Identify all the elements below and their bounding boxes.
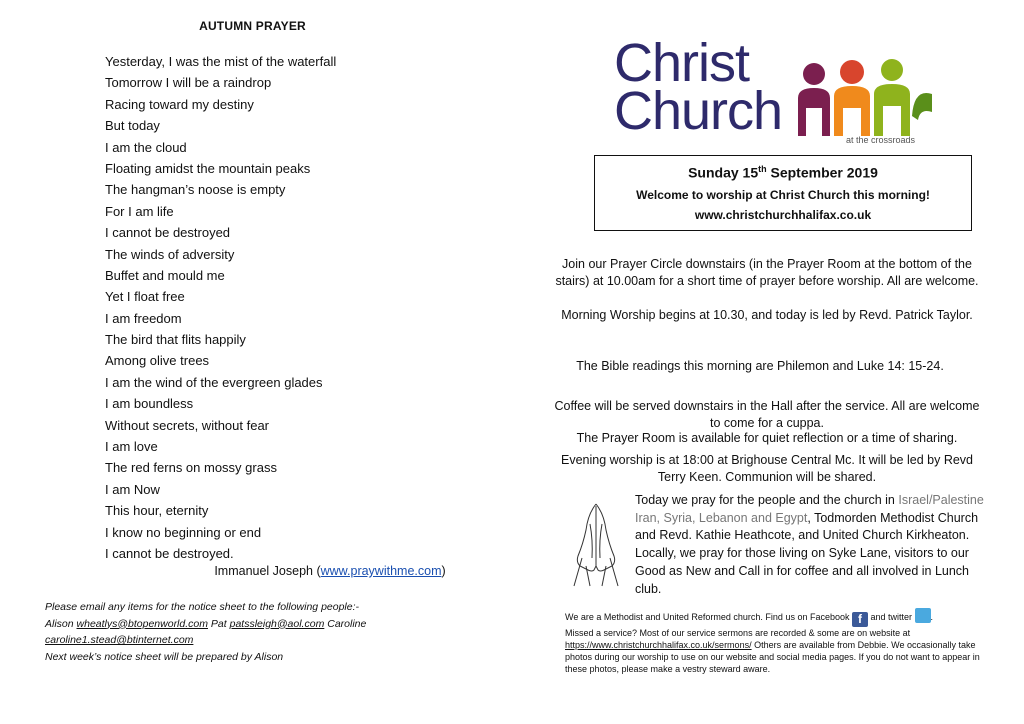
praywithme-link[interactable]: www.praywithme.com bbox=[320, 564, 442, 578]
attribution-author: Immanuel Joseph ( bbox=[214, 564, 321, 578]
footer-twitter-label: and twitter bbox=[868, 612, 913, 622]
poem-line: I know no beginning or end bbox=[105, 524, 262, 540]
contacts-emails bbox=[45, 616, 366, 633]
poem-line: But today bbox=[105, 118, 160, 134]
notice-prayer-circle: Join our Prayer Circle downstairs (in the Prayer Room at the bottom of the stairs) at 10.00am for a short time of prayer before worship. All are welcome. bbox=[555, 257, 979, 288]
prayer-countries: Israel/Palestine Iran, Syria, Lebanon and Egypt bbox=[635, 493, 984, 525]
notice-evening-worship: Evening worship is at 18:00 at Brighouse Central Mc. It will be led by Revd Terry Keen. Communion will be shared. bbox=[560, 453, 973, 484]
attribution-close: ) bbox=[441, 564, 446, 578]
alison-email-link[interactable]: wheatlys@btopenworld.com bbox=[76, 617, 208, 630]
poem-line: I am Now bbox=[105, 481, 160, 497]
caroline-label: Caroline bbox=[324, 617, 367, 630]
welcome-message: Welcome to worship at Christ Church this morning! bbox=[636, 187, 930, 202]
poem-line: The bird that flits happily bbox=[105, 332, 246, 348]
notice-coffee: Coffee will be served downstairs in the Hall after the service. All are welcome to come for a cuppa. bbox=[554, 399, 980, 430]
prayer-intentions bbox=[635, 492, 985, 598]
facebook-icon[interactable]: f bbox=[852, 612, 868, 627]
poem-line: Yesterday, I was the mist of the waterfall bbox=[105, 54, 337, 69]
poem-line: I cannot be destroyed. bbox=[105, 545, 234, 561]
sermons-link[interactable]: https://www.christchurchhalifax.co.uk/sermons/ bbox=[565, 640, 752, 650]
poem-title: AUTUMN PRAYER bbox=[199, 19, 306, 33]
notice-morning-worship: Morning Worship begins at 10.30, and today is led by Revd. Patrick Taylor. bbox=[561, 308, 973, 322]
logo-tagline: at the crossroads bbox=[846, 135, 916, 145]
website-link[interactable]: www.christchurchhalifax.co.uk bbox=[694, 207, 872, 222]
poem-line: For I am life bbox=[105, 203, 174, 219]
poem-line: Yet I float free bbox=[105, 289, 185, 305]
praying-hands-icon bbox=[566, 500, 626, 590]
logo-word-church: Church bbox=[614, 81, 783, 141]
poem-line: I am the cloud bbox=[105, 139, 187, 155]
poem-line: I am freedom bbox=[105, 310, 182, 326]
poem-line: I cannot be destroyed bbox=[105, 225, 231, 241]
poem-line: The hangman’s noose is empty bbox=[105, 182, 286, 198]
pat-email-link[interactable]: patssleigh@aol.com bbox=[229, 617, 325, 630]
poem-line: Without secrets, without fear bbox=[105, 417, 270, 433]
poem-line: The red ferns on mossy grass bbox=[105, 460, 277, 476]
caroline-email-link[interactable]: caroline1.stead@btinternet.com bbox=[45, 634, 194, 646]
contacts-block bbox=[45, 599, 366, 665]
poem-line: I am boundless bbox=[105, 396, 194, 412]
footer-period: . bbox=[930, 612, 934, 622]
poem-line: I am the wind of the evergreen glades bbox=[105, 374, 323, 390]
christ-church-logo bbox=[614, 33, 934, 148]
poem-line: This hour, eternity bbox=[105, 503, 209, 519]
pat-label: Pat bbox=[208, 617, 230, 630]
logo-word-christ: Christ bbox=[614, 33, 750, 93]
next-week-note: Next week’s notice sheet will be prepared by Alison bbox=[45, 650, 284, 663]
footer-missed-service: Missed a service? Most of our service sermons are recorded & some are on website at bbox=[565, 628, 911, 638]
poem-line: Among olive trees bbox=[105, 353, 210, 369]
poem bbox=[105, 51, 336, 564]
poem-line: Buffet and mould me bbox=[105, 267, 225, 283]
date-prefix: Sunday 15 bbox=[688, 164, 759, 181]
logo-figures-icon bbox=[794, 56, 934, 136]
footer-photos-note: Others are available from Debbie. We occasionally take photos during our worship to use on our website and social media pages. If you do not want to appear in these photos, please make a vestry steward aware. bbox=[565, 640, 980, 674]
notice-bible-readings: The Bible readings this morning are Philemon and Luke 14: 15-24. bbox=[576, 359, 944, 373]
prayer-rest: , Todmorden Methodist Church and Revd. Kathie Heathcote, and United Church Kirkheaton. Locally, we pray for those living on Syke Lane, visitors to our Good as New and Call in for coffee and all involved in Lunch club. bbox=[635, 510, 979, 596]
poem-line: I am love bbox=[105, 439, 158, 455]
footer-note bbox=[565, 608, 995, 675]
alison-label: Alison bbox=[45, 617, 77, 630]
twitter-icon[interactable] bbox=[915, 608, 931, 623]
date-suffix: September 2019 bbox=[766, 164, 878, 181]
date-ordinal: th bbox=[758, 164, 767, 174]
poem-line: Floating amidst the mountain peaks bbox=[105, 160, 311, 176]
poem-line: Tomorrow I will be a raindrop bbox=[105, 75, 272, 91]
service-header-box bbox=[594, 155, 972, 231]
footer-denomination: We are a Methodist and United Reformed church. Find us on Facebook bbox=[565, 612, 850, 622]
poem-attribution bbox=[0, 564, 660, 578]
service-date bbox=[595, 164, 971, 181]
poem-line: Racing toward my destiny bbox=[105, 96, 254, 112]
contacts-intro: Please email any items for the notice sheet to the following people:- bbox=[45, 601, 360, 613]
poem-line: The winds of adversity bbox=[105, 246, 235, 262]
prayer-intro: Today we pray for the people and the church in bbox=[635, 493, 895, 507]
notice-prayer-room: The Prayer Room is available for quiet reflection or a time of sharing. bbox=[576, 431, 958, 445]
